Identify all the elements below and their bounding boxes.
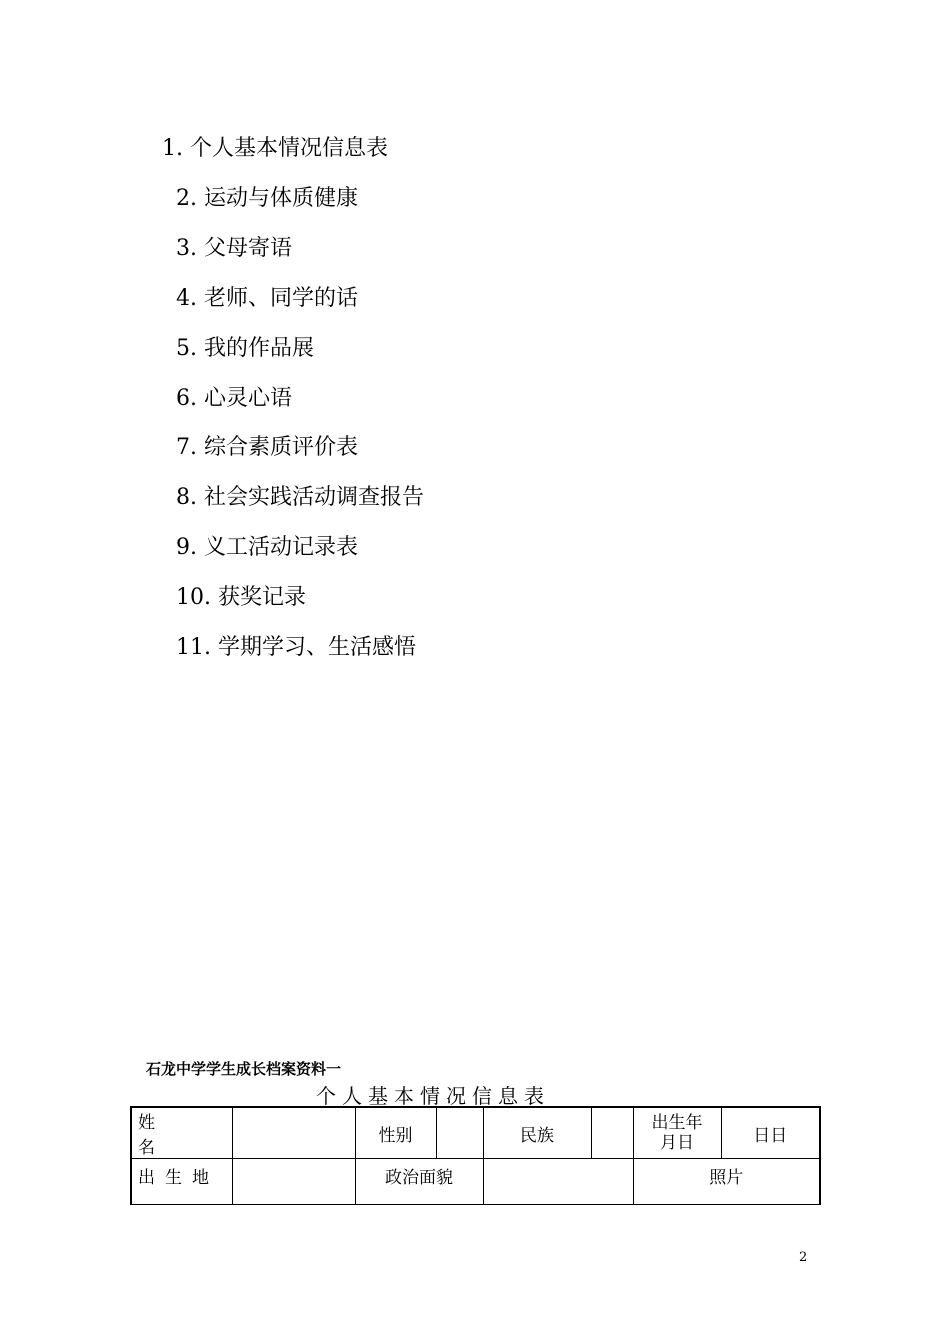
birth-date-label: 出生年 月日 — [633, 1107, 721, 1159]
toc-item: 10. 获奖记录 — [176, 585, 307, 610]
toc-item: 4. 老师、同学的话 — [176, 286, 359, 311]
table-row — [131, 1159, 820, 1205]
toc-item: 7. 综合素质评价表 — [176, 435, 359, 460]
toc-item: 6. 心灵心语 — [176, 386, 293, 411]
ethnicity-value-cell[interactable] — [591, 1107, 633, 1159]
sheet-title: 个人基本情况信息表 — [316, 1084, 550, 1108]
birthplace-value-cell[interactable] — [232, 1159, 355, 1205]
toc-item: 8. 社会实践活动调查报告 — [176, 485, 425, 510]
gender-value-cell[interactable] — [436, 1107, 483, 1159]
ethnicity-label: 民族 — [483, 1107, 591, 1159]
name-label: 姓名 — [131, 1107, 232, 1159]
toc-item: 2. 运动与体质健康 — [176, 186, 359, 211]
toc-item: 9. 义工活动记录表 — [176, 535, 359, 560]
toc-item: 5. 我的作品展 — [176, 336, 315, 361]
political-status-value-cell[interactable] — [483, 1159, 633, 1205]
photo-label: 照片 — [633, 1159, 820, 1205]
toc-item: 3. 父母寄语 — [176, 236, 293, 261]
table-row — [131, 1107, 820, 1159]
toc-item: 11. 学期学习、生活感悟 — [176, 635, 417, 660]
document-caption: 石龙中学学生成长档案资料一 — [146, 1060, 342, 1078]
name-value-cell[interactable] — [232, 1107, 355, 1159]
personal-info-table — [130, 1106, 821, 1205]
toc-item: 1. 个人基本情况信息表 — [162, 136, 389, 161]
birthplace-label: 出生地 — [131, 1159, 232, 1205]
political-status-label: 政治面貌 — [355, 1159, 483, 1205]
gender-label: 性别 — [355, 1107, 436, 1159]
page-number: 2 — [799, 1250, 808, 1265]
day-label: 日日 — [721, 1107, 820, 1159]
